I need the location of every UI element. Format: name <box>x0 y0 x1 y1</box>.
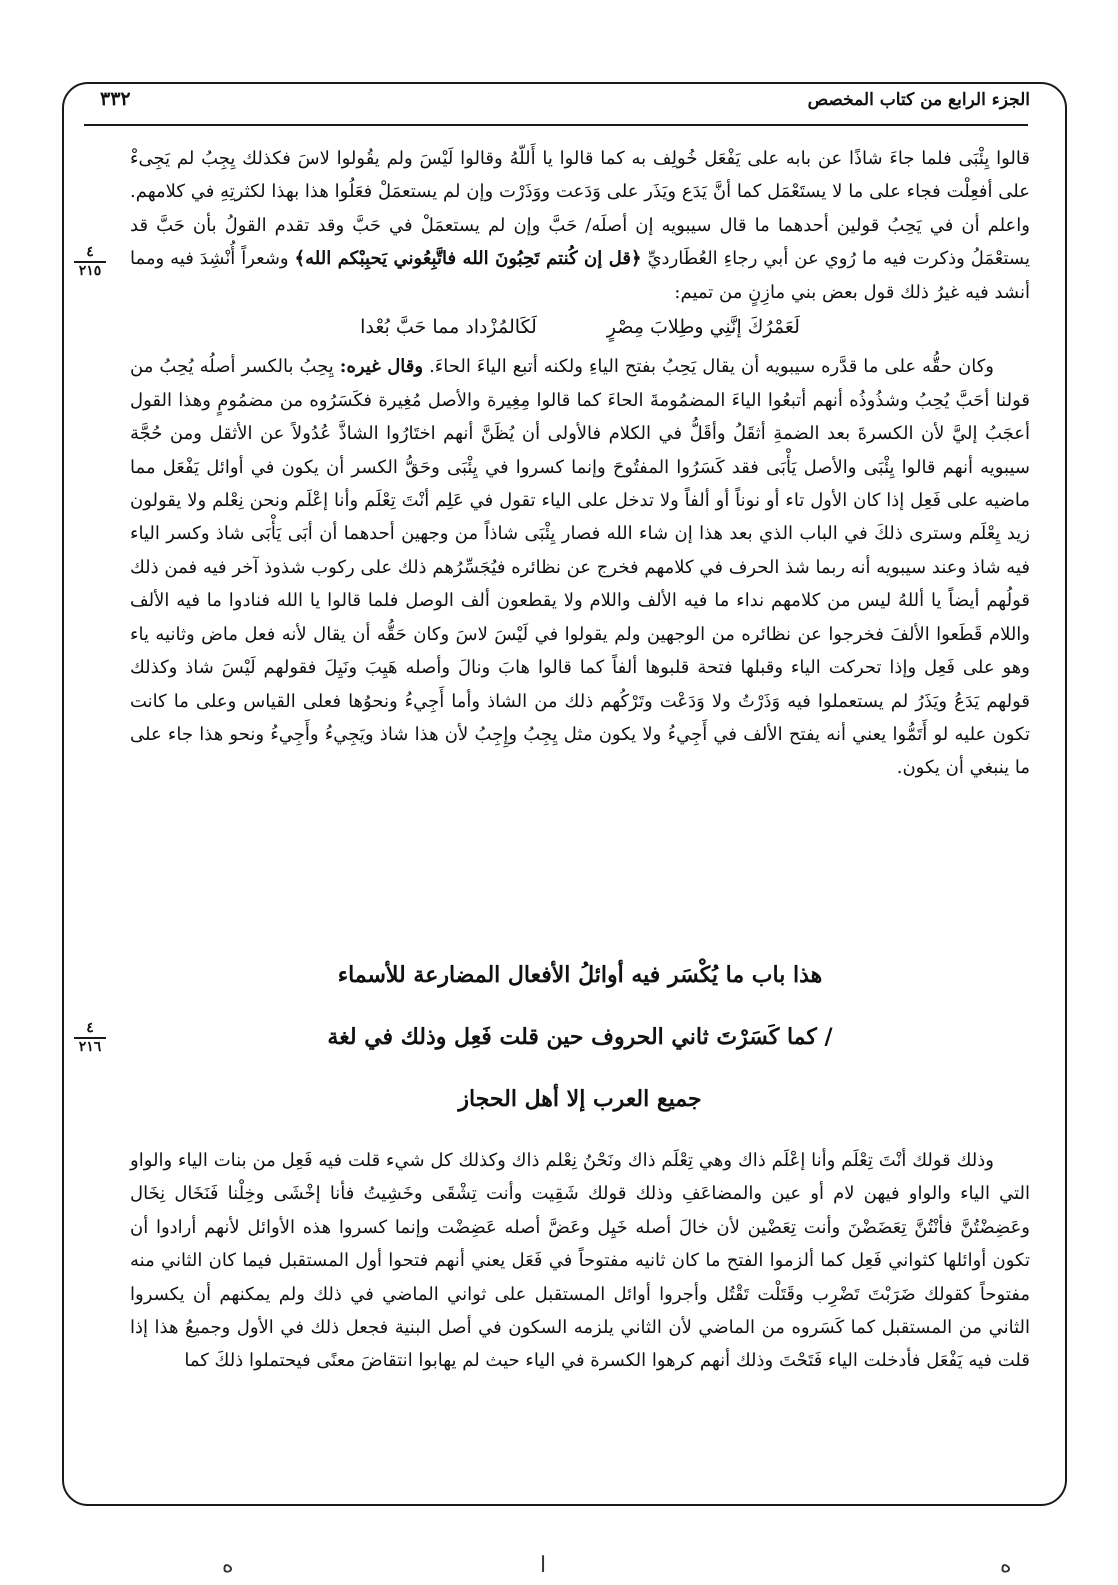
bottom-mark-right: ه <box>1000 1553 1012 1578</box>
book-title: الجزء الرابع من كتاب المخصص <box>807 90 1030 110</box>
margin-reference-2-volume: ٤ <box>86 1020 94 1036</box>
quran-quote: ﴿قل إن كُنتم تَحِبُونَ الله فاتَّبِعُوني يَحبِبْكم الله﴾ <box>294 248 642 270</box>
page-number: ٣٣٢ <box>100 88 131 110</box>
paragraph-1 <box>130 142 1030 309</box>
margin-reference-1-page: ٢١٥ <box>74 261 106 279</box>
chapter-heading-line-1: هذا باب ما يُكْسَر فيه أوائلُ الأفعال المضارعة للأسماء <box>337 962 823 988</box>
margin-reference-1 <box>66 244 114 279</box>
paragraph-1-end: وشعراً أُنْشِدَ فيه ومما أنشد فيه غيرُ ذلك قول بعض بني مازِنٍ من تميم: <box>130 248 1030 303</box>
paragraph-3: وذلك قولك أنْتَ تِعْلَم وأنا إعْلَم ذاك وهي تِعْلَم ذاك ونَحْنُ نِعْلم ذاك وكذلك كل شيء قلت فيه فَعِل من بنات الياء والواو التي الياء والواو فيهن لام أو عين والمضاعَفِ وذلك قولك شَقِيت وأنت تِشْقَى وخَشِيتُ فأنا إخْشَى وخِلْنا فَنَخَال نِخَال وعَضِضْتُنَّ فأنْتُنَّ تِعَضَضْنَ وأنت تِعَضْين لأن خالَ أصله خَيِل وعَضَّ أصله عَضِضْت وإنما كسروا هذه الأوائل لأنهم أرادوا أن تكون أوائلها كثواني فَعِل كما ألزموا الفتح ما كان ثانيه مفتوحاً في فَعَل يعني أنهم فتحوا أول المستقبل فيما كان الثاني منه مفتوحاً كقولك ضَرَبْتَ تَضْرِب وقَتَلْت تَقْتُل وأجروا أوائل المستقبل على ثواني الماضي في ذلك ولم يمكنهم أن يكسروا الثاني من المستقبل كما كَسَروه من الماضي لأن الثاني يلزمه السكون في أصل البنية فجعل ذلك في الأول وجميعُ هذا إذا قلت فيه يَفْعَل فأدخلت الياء فَتَحْتَ وذلك أنهم كرهوا الكسرة في الياء حيث لم يهابوا انتقاضَ معنًى فيحتملوا ذلكَ كما <box>130 1150 1030 1372</box>
paragraph-2-label: وقال غيره: <box>339 356 424 378</box>
verse-second-hemistich: لَكَالمُزْداد مما حَبَّ بُعْدا <box>360 316 537 339</box>
margin-reference-2-page: ٢١٦ <box>74 1037 106 1055</box>
bottom-edge-marks <box>0 1545 1118 1585</box>
paragraph-2-start: وكان حقُّه على ما قدَّره سيبويه أن يقال يَحِبُ بفتح الياءِ ولكنه أتبع الياءَ الحاءَ. <box>429 356 994 378</box>
chapter-heading-line-3: جميع العرب إلا أهل الحجاز <box>458 1086 702 1112</box>
margin-reference-1-volume: ٤ <box>86 244 94 260</box>
bottom-mark-center: ا <box>540 1553 547 1578</box>
text-block-bottom <box>130 1144 1030 1378</box>
bottom-mark-left: ه <box>222 1553 234 1578</box>
paragraph-2 <box>130 350 1030 784</box>
paragraph-2-text: يِحِبُ بالكسر أصلُه يُحِبُ من قولنا أحَبَّ يُحِبُ وشذُوذُه أنهم أتبعُوا الياءَ المضمُومةَ الحاءَ كما قالوا مِغِيرة والأصل مُغِيرة فكَسَرُوه من مضمُومٍ وهذا القول أعجَبُ إليَّ لأن الكسرةَ بعد الضمةِ أثقَلُ وأقَلُّ في الكلام فالأولى أن يُظَنَّ أنهم اختَارُوا الشاذَّ عُدُولاً عن الأثقل ومن حُجَّة سيبويه أنهم قالوا يِئْبَى والأصل يَأْبَى فقد كَسَرُوا المفتُوحَ وإنما كسروا في يِئْبَى وحَقُّ الكسر أن يكون في أوائل يَفْعَل مما ماضيه على فَعِل إذا كان الأول تاء أو نوناً أو ألفاً ولا تدخل على الياء تقول في عَلِم أنْتَ تِعْلَم وأنا إعْلَم ونحن نِعْلم ولا يقولون زيد يِعْلَم وسترى ذلكَ في الباب الذي بعد هذا إن شاء الله فصار يِئْبَى شاذاً من وجهين أحدهما أن أبَى يَأْبَى شاذ وكسر الياء فيه شاذ وعند سيبويه أنه ربما شذ الحرف في كلامهم فخرج عن نظائره فيُجَسِّرُهم ذلك على ركوب شذوذ آخر فيه فمن ذلك قولُهم أيضاً يا أللهُ ليس من كلامهم نداء ما فيه الألف واللام ولا يقطعون ألف الوصل فلما قالوا يا الله فنادوا ما فيه الألف واللام قَطَعوا الألفَ فخرجوا عن نظائره من الوجهين ولم يقولوا في لَيْسَ لاسَ وكان حَقُّه أن يقال لأنه فعل ماض وثانيه ياء وهو على فَعِل وإذا تحركت الياء وقبلها فتحة قلبوها ألفاً كما قالوا هابَ ونالَ وأصله هَيِبَ ونَيِلَ فقولهم لَيْسَ شاذ وكذلك قولهم يَدَعُ ويَذَرُ لم يستعملوا فيه وَذَرْتُ ولا وَدَعْت وتَرْكُهم ذلك من الشاذ وأما أَجِيءُ ونحوُها فعلى القياس وعلى ما كانت تكون عليه لو أَتَمُّوا يعني أنه يفتح الألف في أَجِيءُ ولا يكون مثل يِجِبُ وإِجِبُ لأن هذا شاذ ويَجِيءُ وأَجِيءُ ونحو هذا جاء على ما ينبغي أن يكون. <box>130 356 1030 779</box>
chapter-heading-line-2: / كما كَسَرْتَ ثاني الحروف حين قلت فَعِل وذلك في لغة <box>327 1024 833 1050</box>
margin-reference-2 <box>66 1020 114 1055</box>
header-rule <box>84 124 1028 126</box>
verse-first-hemistich: لَعَمْرُكَ إنَّنِي وطِلابَ مِصْرٍ <box>606 316 800 339</box>
page-header <box>100 86 1030 120</box>
chapter-heading <box>130 944 1030 1130</box>
text-block-top <box>130 142 1030 785</box>
poetry-verse <box>130 311 1030 344</box>
paragraph-1-text: قالوا يِئْبَى فلما جاءَ شاذًا عن بابه على يَفْعَل خُولِف به كما قالوا يا أَللّهُ وقالوا لَيْسَ ولم يقُولوا لاسَ فكذلك يِجِبُ لم يَجِىءْ على أفعِلْت فجاء على ما لا يستَعْمَل كما أنَّ يَدَع ويَذَر على وَدَعت ووَذَرْت وإن لم يستعمَلْ فعَلُوا هذا بهذا لكثرتِهِ في كلامهم. واعلم أن في يَحِبُ قولين أحدهما ما قال سيبويه إن أصلَه/ حَبَّ وإن لم يستعمَلْ في حَبَّ وقد تقدم القولُ بأن حَبَّ قد يستعْمَلُ وذكرت فيه ما رُوي عن أبي رجاءِ العُطَارديِّ <box>130 148 1030 270</box>
